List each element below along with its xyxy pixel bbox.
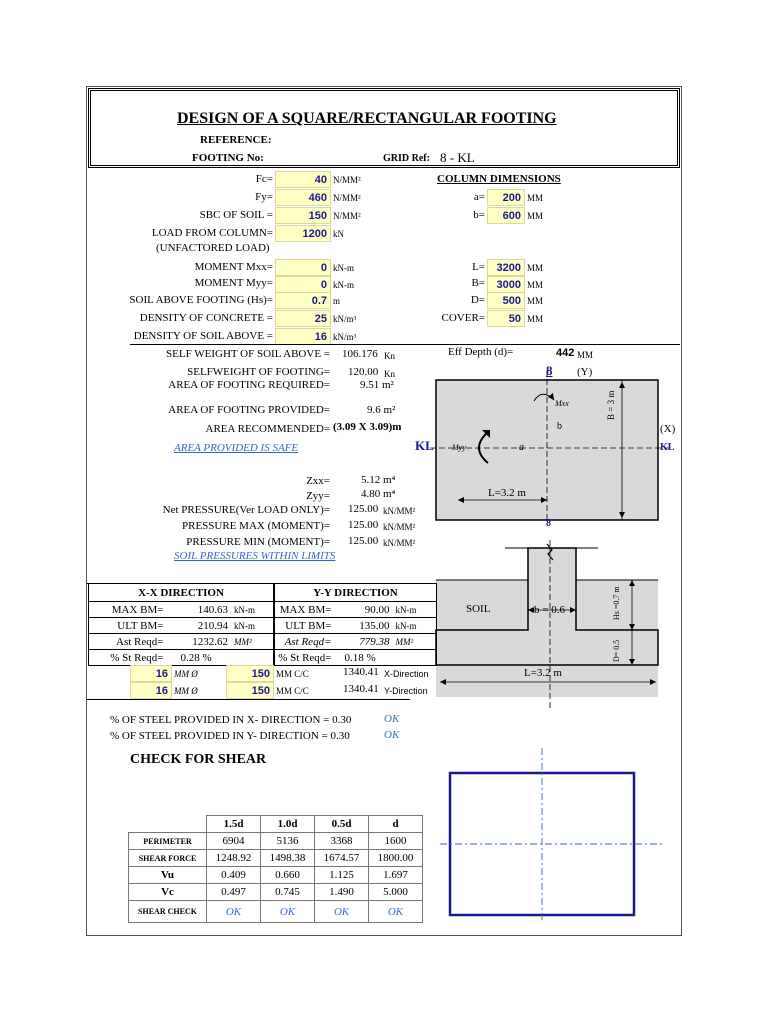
net-pressure-unit: kN/MM² <box>383 506 416 516</box>
section-d-dim: D= 0.5 <box>612 639 621 662</box>
xx-max-bm-label: MAX BM= <box>89 602 167 618</box>
breadth-label: B= <box>471 277 485 289</box>
zyy-value: 4.80 m⁴ <box>361 488 396 500</box>
reference-label: REFERENCE: <box>200 134 272 146</box>
col-a-unit: MM <box>527 193 544 203</box>
grid-kl-left: KL <box>415 438 434 453</box>
area-rec-value: (3.09 X 3.09)m <box>333 421 402 433</box>
yy-ult-bm-unit: kN-m <box>393 618 437 634</box>
fy-unit: N/MM² <box>333 193 361 203</box>
plan-b-text: b <box>557 421 562 432</box>
shear-cell: 6904 <box>207 833 261 850</box>
yy-max-bm-value: 90.00 <box>335 602 393 618</box>
bar-x-area: 1340.41 <box>343 666 379 678</box>
divider-inputs <box>130 344 680 345</box>
mxx-unit: kN-m <box>333 263 354 273</box>
dsoil-label: DENSITY OF SOIL ABOVE = <box>133 330 273 342</box>
col-b-unit: MM <box>527 211 544 221</box>
shear-row-label: SHEAR CHECK <box>129 901 207 923</box>
xx-st-value: 0.28 % <box>167 650 274 666</box>
bar-y-area: 1340.41 <box>343 683 379 695</box>
length-label: L= <box>472 261 485 273</box>
eff-depth-value: 442 <box>556 347 575 359</box>
grid-kl-right: KL <box>660 442 675 453</box>
xx-ast-label: Ast Reqd= <box>89 634 167 650</box>
myy-input[interactable]: 0 <box>275 276 331 293</box>
net-pressure-label: Net PRESSURE(Ver LOAD ONLY)= <box>162 504 330 516</box>
footing-plan-diagram <box>410 360 682 535</box>
footing-section-diagram <box>410 540 682 710</box>
shear-cell: 0.409 <box>207 867 261 884</box>
xx-ast-unit: MM² <box>231 634 274 650</box>
cover-label: COVER= <box>441 312 485 324</box>
xx-ult-bm-label: ULT BM= <box>89 618 167 634</box>
shear-cell: 1248.92 <box>207 850 261 867</box>
shear-check-cell: OK <box>261 901 315 923</box>
shear-col-1: 1.5d <box>207 816 261 833</box>
plan-B-dim: B = 3 m <box>606 390 616 420</box>
area-req-label: AREA OF FOOTING REQUIRED= <box>168 379 330 391</box>
depth-unit: MM <box>527 296 544 306</box>
shear-title: CHECK FOR SHEAR <box>130 752 267 767</box>
page-title: DESIGN OF A SQUARE/RECTANGULAR FOOTING <box>177 110 557 127</box>
bar-y-dir: Y-Direction <box>384 686 428 696</box>
shear-cell: 0.745 <box>261 884 315 901</box>
shear-row-label: Vu <box>129 867 207 884</box>
bar-x-dir: X-Direction <box>384 669 429 679</box>
bar-y-spacing-unit: MM C/C <box>276 686 309 696</box>
area-rec-label: AREA RECOMMENDED= <box>205 423 330 435</box>
xx-max-bm-value: 140.63 <box>167 602 232 618</box>
yy-ult-bm-value: 135.00 <box>335 618 393 634</box>
sbc-unit: N/MM² <box>333 211 361 221</box>
xx-ult-bm-unit: kN-m <box>231 618 274 634</box>
depth-input[interactable]: 500 <box>487 292 525 309</box>
shear-cell: 1.697 <box>369 867 423 884</box>
bar-y-spacing-input[interactable]: 150 <box>226 682 274 699</box>
yy-max-bm-label: MAX BM= <box>275 602 335 618</box>
eff-depth-label: Eff Depth (d)= <box>448 346 514 358</box>
soil-label: SOIL <box>466 603 491 615</box>
area-prov-label: AREA OF FOOTING PROVIDED= <box>168 404 330 416</box>
fc-label: Fc= <box>255 173 273 185</box>
self-footing-value: 120.00 <box>348 366 379 378</box>
dsoil-unit: kN/m³ <box>333 332 357 342</box>
depth-label: D= <box>470 294 485 306</box>
yy-max-bm-unit: kN-m <box>393 602 437 618</box>
section-hs-dim: Hs =0.7 m <box>612 586 621 620</box>
shear-cell: 0.660 <box>261 867 315 884</box>
bar-x-spacing-input[interactable]: 150 <box>226 665 274 682</box>
shear-cell: 1.490 <box>315 884 369 901</box>
shear-cell: 5136 <box>261 833 315 850</box>
breadth-input[interactable]: 3000 <box>487 276 525 293</box>
p-min-unit: kN/MM² <box>383 538 416 548</box>
area-safe-status: AREA PROVIDED IS SAFE <box>174 442 299 454</box>
shear-cell: 1498.38 <box>261 850 315 867</box>
yy-ast-label: Ast Reqd= <box>275 634 335 650</box>
net-pressure-value: 125.00 <box>348 503 379 515</box>
fc-unit: N/MM² <box>333 175 361 185</box>
self-soil-unit: Kn <box>384 351 395 361</box>
p-max-label: PRESSURE MAX (MOMENT)= <box>182 520 330 532</box>
myy-label: MOMENT Myy= <box>194 277 273 289</box>
col-b-label: b= <box>473 209 485 221</box>
zyy-label: Zyy= <box>306 490 330 502</box>
yy-ast-unit: MM² <box>393 634 437 650</box>
steel-y-label: % OF STEEL PROVIDED IN Y- DIRECTION = 0.30 <box>110 730 350 742</box>
length-unit: MM <box>527 263 544 273</box>
grid-ref-value: 8 - KL <box>440 150 475 165</box>
self-footing-unit: Kn <box>384 369 395 379</box>
section-L-dim: L=3.2 m <box>524 667 562 679</box>
bar-y-dia-unit: MM Ø <box>174 686 198 696</box>
shear-col-3: 0.5d <box>315 816 369 833</box>
area-req-value: 9.51 m² <box>360 379 394 391</box>
footing-no-label: FOOTING No: <box>192 152 264 164</box>
dsoil-input[interactable]: 16 <box>275 328 331 345</box>
sbc-label: SBC OF SOIL = <box>199 209 273 221</box>
myy-unit: kN-m <box>333 280 354 290</box>
load-unit: kN <box>333 229 344 239</box>
steel-y-status: OK <box>384 729 400 741</box>
hs-input[interactable]: 0.7 <box>275 292 331 309</box>
dconc-label: DENSITY OF CONCRETE = <box>139 312 273 324</box>
shear-cell: 1.125 <box>315 867 369 884</box>
mxx-text: Mxx <box>555 399 569 408</box>
myy-text: Myy <box>452 443 466 452</box>
load-label: LOAD FROM COLUMN= <box>151 227 273 239</box>
bar-x-dia-input[interactable]: 16 <box>130 665 172 682</box>
steel-x-status: OK <box>384 713 400 725</box>
yy-st-value: 0.18 % <box>335 650 437 666</box>
shear-check-cell: OK <box>207 901 261 923</box>
self-footing-label: SELFWEIGHT OF FOOTING= <box>187 366 330 378</box>
hs-unit: m <box>333 296 341 306</box>
shear-cell: 1600 <box>369 833 423 850</box>
shear-row-label: Vc <box>129 884 207 901</box>
pressure-status: SOIL PRESSURES WITHIN LIMITS <box>174 550 336 562</box>
sbc-input[interactable]: 150 <box>275 207 331 224</box>
col-b-input[interactable]: 600 <box>487 207 525 224</box>
xx-max-bm-unit: kN-m <box>231 602 274 618</box>
hs-label: SOIL ABOVE FOOTING (Hs)= <box>129 294 273 306</box>
fy-input[interactable]: 460 <box>275 189 331 206</box>
xx-st-label: % St Reqd= <box>89 650 167 666</box>
xx-heading: X-X DIRECTION <box>89 584 274 602</box>
p-min-label: PRESSURE MIN (MOMENT)= <box>186 536 330 548</box>
self-soil-label: SELF WEIGHT OF SOIL ABOVE = <box>166 348 330 360</box>
shear-cell: 0.497 <box>207 884 261 901</box>
grid-8-top: 8 <box>546 363 553 378</box>
yy-ult-bm-label: ULT BM= <box>275 618 335 634</box>
bar-x-dia-unit: MM Ø <box>174 669 198 679</box>
p-max-unit: kN/MM² <box>383 522 416 532</box>
p-min-value: 125.00 <box>348 535 379 547</box>
dconc-input[interactable]: 25 <box>275 310 331 327</box>
shear-cell: 1800.00 <box>369 850 423 867</box>
shear-plan-diagram <box>440 748 670 923</box>
shear-check-cell: OK <box>369 901 423 923</box>
col-a-input[interactable]: 200 <box>487 189 525 206</box>
grid-ref-label: GRID Ref: <box>383 153 430 164</box>
length-input[interactable]: 3200 <box>487 259 525 276</box>
zxx-label: Zxx= <box>306 475 330 487</box>
steel-x-label: % OF STEEL PROVIDED IN X- DIRECTION = 0.30 <box>110 714 352 726</box>
xx-ast-value: 1232.62 <box>167 634 232 650</box>
y-mark: (Y) <box>577 366 593 378</box>
yy-ast-value: 779.38 <box>335 634 393 650</box>
x-mark: (X) <box>660 423 676 435</box>
yy-st-label: % St Reqd= <box>275 650 335 666</box>
column-dims-heading: COLUMN DIMENSIONS <box>437 173 561 185</box>
shear-cell: 1674.57 <box>315 850 369 867</box>
shear-row-label: SHEAR FORCE <box>129 850 207 867</box>
mxx-label: MOMENT Mxx= <box>194 261 273 273</box>
bar-x-spacing-unit: MM C/C <box>276 669 309 679</box>
p-max-value: 125.00 <box>348 519 379 531</box>
plan-L-dim: L=3.2 m <box>488 487 526 499</box>
eff-depth-unit: MM <box>577 350 594 360</box>
shear-corner <box>129 816 207 833</box>
xx-ult-bm-value: 210.94 <box>167 618 232 634</box>
shear-row-label: PERIMETER <box>129 833 207 850</box>
mxx-input[interactable]: 0 <box>275 259 331 276</box>
yy-heading: Y-Y DIRECTION <box>275 584 437 602</box>
cover-unit: MM <box>527 314 544 324</box>
shear-col-2: 1.0d <box>261 816 315 833</box>
dconc-unit: kN/m³ <box>333 314 357 324</box>
xx-direction-table <box>88 583 274 666</box>
section-b-dim: b = 0.6 <box>534 604 565 616</box>
area-prov-value: 9.6 m² <box>367 404 396 416</box>
self-soil-value: 106.176 <box>342 348 378 360</box>
zxx-value: 5.12 m⁴ <box>361 474 396 486</box>
grid-8-bottom: 8 <box>546 518 551 529</box>
shear-cell: 3368 <box>315 833 369 850</box>
plan-a-text: a <box>519 442 524 453</box>
shear-cell: 5.000 <box>369 884 423 901</box>
fy-label: Fy= <box>255 191 273 203</box>
bar-y-dia-input[interactable]: 16 <box>130 682 172 699</box>
col-a-label: a= <box>473 191 485 203</box>
shear-col-4: d <box>369 816 423 833</box>
load-input[interactable]: 1200 <box>275 225 331 242</box>
shear-table <box>128 815 423 923</box>
shear-check-cell: OK <box>315 901 369 923</box>
breadth-unit: MM <box>527 280 544 290</box>
yy-direction-table <box>274 583 437 666</box>
bars-bottom-rule <box>87 699 410 700</box>
cover-input[interactable]: 50 <box>487 310 525 327</box>
fc-input[interactable]: 40 <box>275 171 331 188</box>
load-sub-label: (UNFACTORED LOAD) <box>156 242 270 254</box>
